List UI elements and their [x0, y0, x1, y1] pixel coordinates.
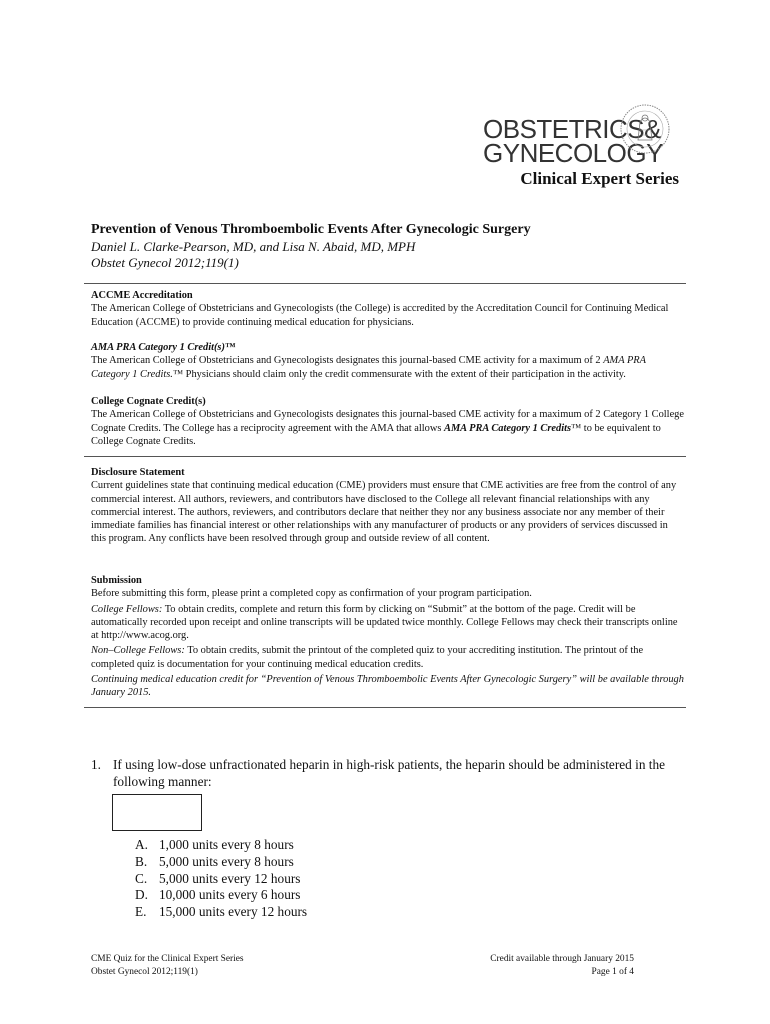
cognate-heading: College Cognate Credit(s) — [91, 396, 206, 407]
disclosure-body: Current guidelines state that continuing medical education (CME) providers must ensure that CME activities are free from the control of any commercial interest. All authors, reviewers, and contributors have disclosed to the College all relevant financial relationships with any commercial interest. The authors, reviewers, and contributors declare that neither they nor any business associate nor any member of their immediate families has financial interest or other relationships with any manufacturer of products or any providers of services discussed in this program. Any conflicts have been resolved through group and outside review of all content. — [91, 480, 677, 545]
divider-mid — [84, 456, 686, 457]
ama-section — [91, 341, 685, 381]
ama-credits-name: AMA PRA Category 1 Credits.™ — [91, 355, 646, 380]
fellows-instructions — [91, 603, 685, 643]
footer-quiz-title: CME Quiz for the Clinical Expert Series — [91, 954, 244, 964]
option-text: 5,000 units every 8 hours — [159, 853, 294, 869]
footer-right — [490, 953, 634, 978]
logo-line-2: GYNECOLOGY — [483, 138, 663, 168]
fellows-label: College Fellows: — [91, 603, 163, 615]
divider-top — [84, 283, 686, 284]
question-number: 1. — [91, 757, 101, 772]
cognate-body-text-1: The American College of Obstetricians and Gynecologists designates this journal-based CME activity for a maximum of 2 Category 1 College Cognate Credits. The College has a reciprocity agreement with the AMA that allows — [91, 409, 684, 434]
submission-heading: Submission — [91, 575, 142, 586]
submission-intro: Before submitting this form, please print a completed copy as confirmation of your program participation. — [91, 588, 532, 600]
option-text: 5,000 units every 12 hours — [159, 870, 301, 886]
nonfellows-instructions — [91, 644, 685, 671]
option-d — [135, 887, 307, 904]
cognate-section — [91, 395, 685, 448]
submission-section — [91, 574, 685, 700]
option-e — [135, 904, 307, 921]
journal-logo — [483, 100, 678, 170]
answer-options — [135, 837, 307, 921]
option-c — [135, 871, 307, 888]
article-authors: Daniel L. Clarke-Pearson, MD, and Lisa N. Abaid, MD, MPH — [91, 239, 416, 254]
article-citation: Obstet Gynecol 2012;119(1) — [91, 255, 239, 270]
footer-credit-availability: Credit available through January 2015 — [490, 954, 634, 964]
disclosure-section — [91, 466, 685, 546]
cognate-credits-name: AMA PRA Category 1 Credits — [444, 422, 572, 434]
cognate-body — [91, 408, 685, 448]
nonfellows-body: To obtain credits, submit the printout of the completed quiz to your accrediting institution. The printout of the completed quiz is documentation for your continuing medical education credits. — [91, 645, 644, 670]
accme-body: The American College of Obstetricians and Gynecologists (the College) is accredited by the Accreditation Council for Continuing Medical Education (ACCME) to provide continuing medical education for physicians. — [91, 303, 669, 328]
disclosure-heading: Disclosure Statement — [91, 467, 185, 478]
cognate-body-text-2: ™ to be equivalent to College Cognate Credits. — [91, 422, 661, 447]
ama-body-text-1: The American College of Obstetricians and Gynecologists designates this journal-based CME activity for a maximum of 2 — [91, 355, 604, 367]
credit-availability: Continuing medical education credit for “Prevention of Venous Thromboembolic Events After Gynecologic Surgery” will be available through January 2015. — [91, 674, 684, 699]
ama-heading: AMA PRA Category 1 Credit(s)™ — [91, 342, 236, 353]
footer-left — [91, 953, 244, 978]
option-text: 10,000 units every 6 hours — [159, 887, 301, 903]
option-text: 1,000 units every 8 hours — [159, 837, 294, 852]
option-letter: A. — [135, 837, 148, 852]
option-letter: E. — [135, 904, 147, 920]
divider-bottom — [84, 707, 686, 708]
option-text: 15,000 units every 12 hours — [159, 904, 308, 920]
answer-input-box[interactable] — [112, 794, 202, 831]
ama-body-text-2: Physicians should claim only the credit commensurate with the extent of their participation in the activity. — [183, 368, 626, 380]
question-text: If using low-dose unfractionated heparin in high-risk patients, the heparin should be administered in the following manner: — [113, 757, 666, 789]
option-a — [135, 837, 307, 854]
option-letter: D. — [135, 887, 148, 903]
footer-citation: Obstet Gynecol 2012;119(1) — [91, 966, 198, 977]
option-letter: B. — [135, 853, 148, 869]
accme-section — [91, 289, 685, 329]
logo-line-1: OBSTETRICS& — [483, 114, 661, 144]
accme-heading: ACCME Accreditation — [91, 290, 193, 301]
seal-icon — [618, 100, 672, 158]
ama-body — [91, 354, 685, 381]
series-title: Clinical Expert Series — [520, 169, 679, 188]
fellows-body: To obtain credits, complete and return this form by clicking on “Submit” at the bottom of the page. Credit will be automatically recorded upon receipt and online transcripts will be updated twice monthly. College Fellows may check their transcripts online at http://www.acog.org. — [91, 603, 678, 642]
page-number: Page 1 of 4 — [591, 966, 634, 977]
nonfellows-label: Non–College Fellows: — [91, 645, 185, 657]
article-title: Prevention of Venous Thromboembolic Events After Gynecologic Surgery — [91, 222, 531, 237]
option-letter: C. — [135, 870, 148, 886]
option-b — [135, 854, 307, 871]
